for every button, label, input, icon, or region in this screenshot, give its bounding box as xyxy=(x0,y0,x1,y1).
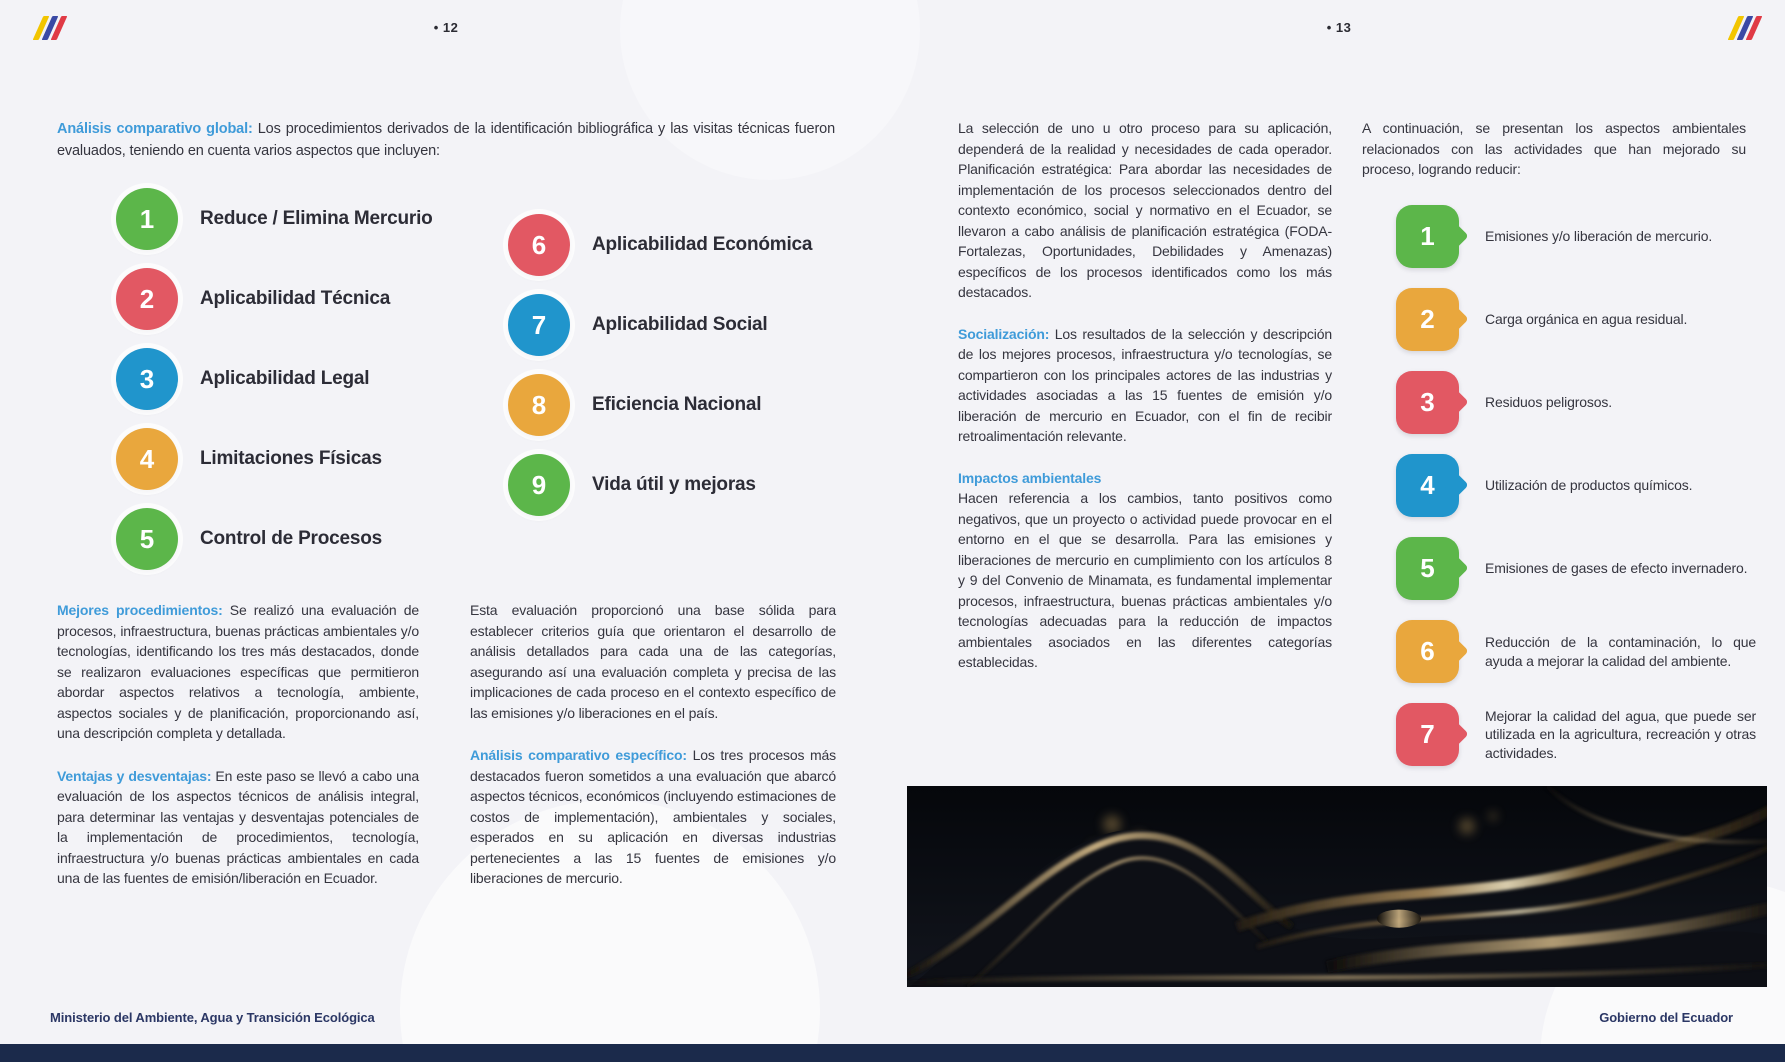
aspect-item xyxy=(116,508,433,570)
reductions-list xyxy=(1396,205,1756,766)
aspect-number-circle xyxy=(116,428,178,490)
aspect-number: 1 xyxy=(139,203,155,234)
paragraph-socializacion xyxy=(958,324,1332,447)
mercury-liquid-photo xyxy=(907,786,1767,987)
aspect-number-circle xyxy=(508,374,570,436)
badge-tail xyxy=(1443,638,1468,663)
badge-tail xyxy=(1443,389,1468,414)
aspect-label: Eficiencia Nacional xyxy=(592,394,762,415)
aspect-item xyxy=(116,348,433,410)
reduction-item xyxy=(1396,620,1756,683)
paragraph-impactos-ambientales xyxy=(958,468,1332,673)
aspect-number: 8 xyxy=(531,389,547,420)
reduction-item xyxy=(1396,288,1756,351)
paragraph-lead: Ventajas y desventajas: xyxy=(57,767,212,784)
aspect-number-circle xyxy=(116,348,178,410)
aspect-label: Limitaciones Físicas xyxy=(200,448,382,469)
intro-paragraph xyxy=(57,118,835,162)
reduction-number-badge xyxy=(1396,620,1459,683)
reduction-number-badge xyxy=(1396,288,1459,351)
badge-tail xyxy=(1443,472,1468,497)
aspects-list-6-9 xyxy=(508,214,812,516)
aspect-item xyxy=(116,268,433,330)
reduction-label: Residuos peligrosos. xyxy=(1485,394,1612,411)
paragraph-lead: Análisis comparativo específico: xyxy=(470,747,687,763)
aspect-number: 6 xyxy=(531,229,547,260)
paragraph-lead: Mejores procedimientos: xyxy=(57,602,223,618)
aspect-number-circle xyxy=(116,268,178,330)
aspect-number: 3 xyxy=(139,363,155,394)
paragraph-text: Los tres procesos más destacados fueron sometidos a una evaluación que abarcó aspectos técnicos, económicos (incluyendo estimaciones de costos de implementación), ambientales y sociales, esperados en su aplicación en diversas industrias pertenecientes a las 15 fuentes de emisiones y/o liberaciones de mercurio. xyxy=(470,747,836,886)
reduction-item xyxy=(1396,205,1756,268)
reduction-item xyxy=(1396,371,1756,434)
reduction-label: Reducción de la contaminación, lo que ayuda a mejorar la calidad del ambiente. xyxy=(1485,634,1756,669)
reduction-number: 5 xyxy=(1420,553,1435,583)
left-page-text-column-2 xyxy=(470,600,836,889)
page-number-left: • 12 xyxy=(433,20,459,35)
reduction-item xyxy=(1396,537,1756,600)
reduction-label: Mejorar la calidad del agua, que puede ser utilizada en la agricultura, recreación y otras actividades. xyxy=(1485,707,1756,761)
reduction-number: 7 xyxy=(1420,719,1435,749)
paragraph-ventajas-desventajas xyxy=(57,766,419,889)
aspect-number-circle xyxy=(508,214,570,276)
reduction-number: 6 xyxy=(1420,636,1435,666)
aspect-label: Aplicabilidad Técnica xyxy=(200,288,391,309)
aspect-label: Aplicabilidad Legal xyxy=(200,368,370,389)
reduction-number: 3 xyxy=(1420,387,1435,417)
reductions-intro-paragraph: A continuación, se presentan los aspectos ambientales relacionados con las actividades que han mejorado su proceso, logrando reducir: xyxy=(1362,120,1746,177)
reduction-number-badge xyxy=(1396,371,1459,434)
aspect-label: Aplicabilidad Económica xyxy=(592,234,813,255)
aspect-item xyxy=(508,214,812,276)
aspect-number: 2 xyxy=(139,283,155,314)
intro-text: Los procedimientos derivados de la identificación bibliográfica y las visitas técnicas fueron evaluados, teniendo en cuenta varios aspectos que incluyen: xyxy=(57,121,835,159)
badge-tail xyxy=(1443,555,1468,580)
page-number-right: • 13 xyxy=(1326,20,1352,35)
paragraph-lead: Socialización: xyxy=(958,325,1050,342)
paragraph-text: Los resultados de la selección y descripción de los mejores procesos, infraestructura y/o tecnologías, se compartieron con los principales actores de las industrias y actividades asociadas a las 15 fuentes de emisión y/o liberación de mercurio en Ecuador, con el fin de recibir retroalimentación relevante. xyxy=(958,325,1332,444)
footer-government: Gobierno del Ecuador xyxy=(1599,1010,1733,1025)
aspect-number: 4 xyxy=(139,443,155,474)
footer-ministry: Ministerio del Ambiente, Agua y Transición Ecológica xyxy=(50,1010,375,1025)
reduction-number-badge xyxy=(1396,703,1459,766)
paragraph-esta-evaluacion xyxy=(470,600,836,723)
bottom-navy-bar xyxy=(0,1044,1785,1062)
badge-tail xyxy=(1443,223,1468,248)
reduction-number: 1 xyxy=(1420,221,1435,251)
section-heading: Impactos ambientales xyxy=(958,469,1102,486)
aspect-label: Aplicabilidad Social xyxy=(592,314,768,335)
paragraph-mejores-procedimientos xyxy=(57,600,419,744)
reduction-number-badge xyxy=(1396,205,1459,268)
aspect-number: 5 xyxy=(139,523,155,554)
aspect-number-circle xyxy=(116,188,178,250)
aspect-number: 7 xyxy=(531,309,547,340)
aspect-label: Reduce / Elimina Mercurio xyxy=(200,208,433,229)
aspect-item xyxy=(508,454,812,516)
intro-lead: Análisis comparativo global: xyxy=(57,121,253,137)
aspect-item xyxy=(116,428,433,490)
reduction-number: 4 xyxy=(1420,470,1435,500)
reduction-item xyxy=(1396,703,1756,766)
reduction-label: Emisiones y/o liberación de mercurio. xyxy=(1485,228,1713,245)
aspect-number-circle xyxy=(508,454,570,516)
paragraph-seleccion xyxy=(958,118,1332,303)
aspect-item xyxy=(508,294,812,356)
reduction-number-badge xyxy=(1396,454,1459,517)
left-page-text-column-1 xyxy=(57,600,419,889)
aspects-list-1-5 xyxy=(116,188,433,570)
badge-tail xyxy=(1443,721,1468,746)
right-page-text-column xyxy=(958,118,1332,673)
badge-tail xyxy=(1443,306,1468,331)
reduction-number: 2 xyxy=(1420,304,1435,334)
reduction-item xyxy=(1396,454,1756,517)
paragraph-text: La selección de uno u otro proceso para su aplicación, dependerá de la realidad y necesidades de cada operador. Planificación estratégica: Para abordar las necesidades de implementación de los procesos seleccionados dentro del contexto económico, social y normativo en el Ecuador, se llevaron a cabo análisis de planificación estratégica (FODA-Fortalezas, Oportunidades, Debilidades y Amenazas) específicos de los procesos identificados como los más destacados. xyxy=(958,120,1332,300)
paragraph-text: Hacen referencia a los cambios, tanto positivos como negativos, que un proyecto o actividad puede provocar en el entorno en el que se desarrolla. Para las emisiones y liberaciones de mercurio en cumplimiento con los artículos 8 y 9 del Convenio de Minamata, es fundamental implementar procesos, infraestructura, buenas prácticas ambientales y/o tecnologías adecuadas para la reducción de impactos ambientales asociados en las diferentes categorías establecidas. xyxy=(958,490,1332,670)
paragraph-text: En este paso se llevó a cabo una evaluación de los aspectos técnicos de análisis integral, para determinar las ventajas y desventajas potenciales de la implementación de procedimientos, tecnología, infraestructura y/o buenas prácticas ambientales en cada una de las fuentes de emisión/liberación en Ecuador. xyxy=(57,767,419,886)
reduction-label: Carga orgánica en agua residual. xyxy=(1485,311,1688,328)
reduction-number-badge xyxy=(1396,537,1459,600)
reduction-label: Emisiones de gases de efecto invernadero. xyxy=(1485,560,1748,577)
aspect-label: Vida útil y mejoras xyxy=(592,474,756,495)
aspect-number: 9 xyxy=(531,469,547,500)
reduction-label: Utilización de productos químicos. xyxy=(1485,477,1693,494)
aspect-number-circle xyxy=(508,294,570,356)
aspect-item xyxy=(508,374,812,436)
aspect-number-circle xyxy=(116,508,178,570)
aspect-label: Control de Procesos xyxy=(200,528,383,549)
paragraph-analisis-especifico xyxy=(470,745,836,889)
aspect-item xyxy=(116,188,433,250)
paragraph-text: Se realizó una evaluación de procesos, infraestructura, buenas prácticas ambientales y/o tecnologías, identificando los tres más destacados, donde se realizaron evaluaciones específicas que permitieron abordar aspectos relativos a tecnología, ambiente, aspectos sociales y de planificación, proporcionando así, una descripción completa y detallada. xyxy=(57,602,419,741)
paragraph-text: Esta evaluación proporcionó una base sólida para establecer criterios guía que orientaron el desarrollo de análisis detallados para cada una de las categorías, asegurando así una evaluación completa y precisa de las implicaciones de cada proceso en el contexto específico de las emisiones y/o liberaciones en el país. xyxy=(470,602,836,721)
